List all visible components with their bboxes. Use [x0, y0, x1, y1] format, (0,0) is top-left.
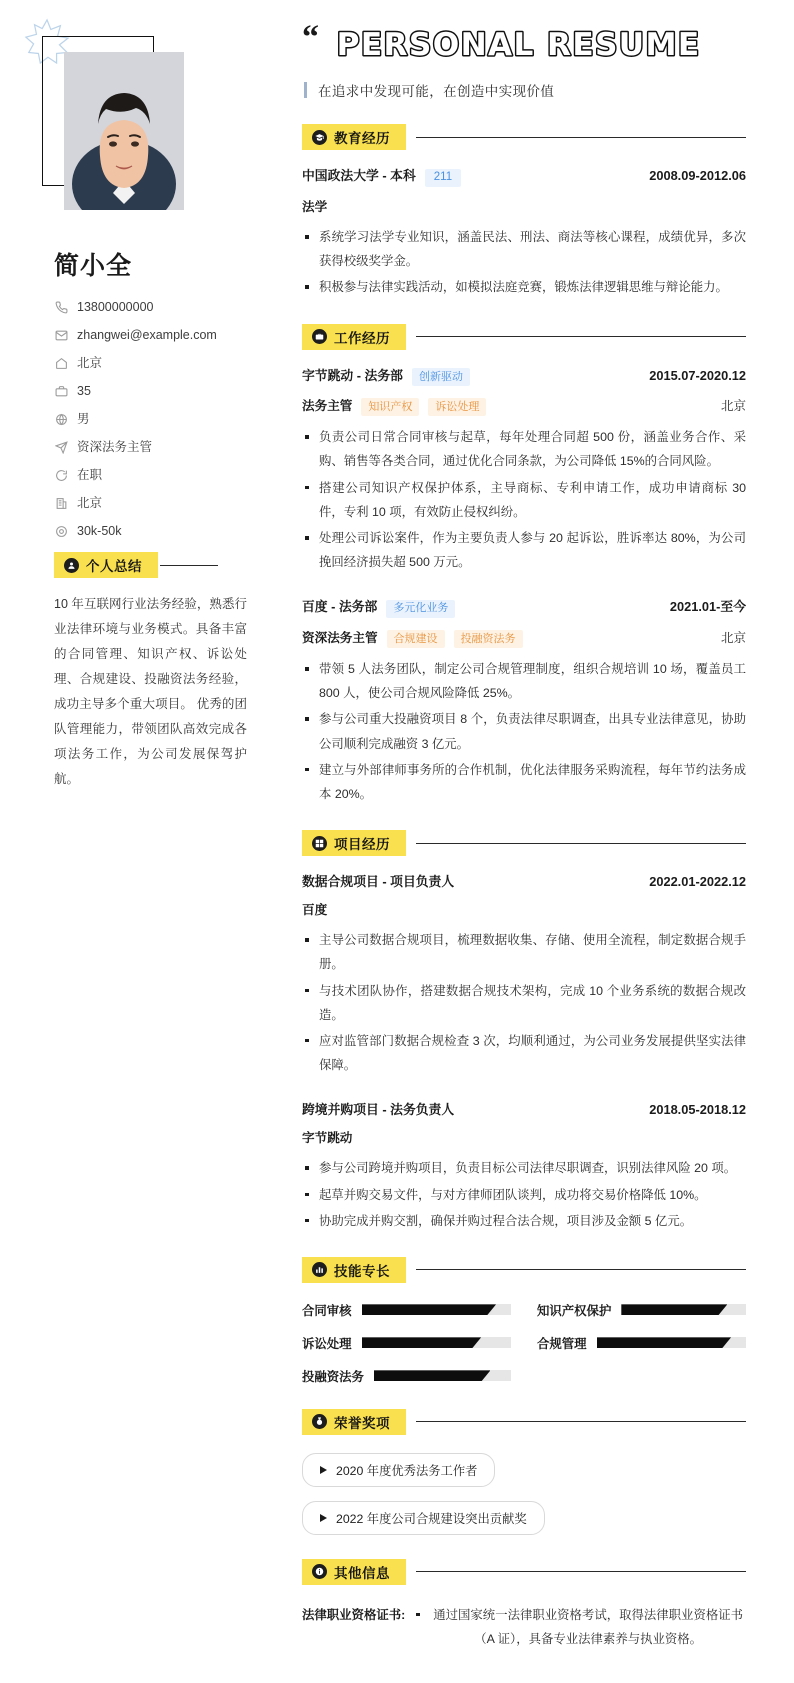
list-item: 通过国家统一法律职业资格考试，取得法律职业资格证书（A 证），具备专业法律素养与执业资格。 [413, 1603, 746, 1651]
skill-track [362, 1304, 511, 1315]
work-bullets [302, 425, 746, 574]
awards-title: 荣誉奖项 [334, 1415, 390, 1431]
work-entry [302, 596, 746, 806]
job-tag: 合规建设 [387, 630, 445, 648]
svg-text:PERSONAL RESUME: PERSONAL RESUME [336, 27, 701, 64]
projects-chip [302, 830, 406, 856]
job-tag: 知识产权 [361, 398, 419, 416]
entry-left [302, 596, 455, 617]
contact-row-gender [54, 412, 258, 427]
entry-header [302, 165, 746, 187]
heading-rule [416, 1571, 746, 1572]
work-location: 北京 [720, 398, 746, 413]
education-title: 教育经历 [334, 131, 390, 146]
heading-rule [416, 1269, 746, 1270]
phone-icon [54, 301, 68, 315]
heading-rule [416, 137, 746, 138]
list-item: 参与公司重大投融资项目 8 个，负责法律尽职调查，出具专业法律意见，协助公司顺利完成融资 3 亿元。 [302, 707, 746, 755]
mail-icon [54, 329, 68, 343]
summary-text: 10 年互联网行业法务经验，熟悉行业法律环境与业务模式。具备丰富的合同管理、知识产权、诉讼处理、合规建设、投融资法务经验，成功主导多个重大项目。 优秀的团队管理能力，带领团队高效完成各项法务工作，为公司发展保驾护航。 [54, 597, 247, 786]
education-chip [302, 124, 406, 150]
skills-heading [302, 1257, 746, 1283]
list-item: 协助完成并购交割，确保并购过程合法合规，项目涉及金额 5 亿元。 [302, 1209, 746, 1233]
list-item: 搭建公司知识产权保护体系，主导商标、专利申请工作，成功申请商标 30 件，专利 10 项，有效防止侵权纠纷。 [302, 476, 746, 524]
skill-track [621, 1304, 746, 1315]
list-item: 系统学习法学专业知识，涵盖民法、刑法、商法等核心课程，成绩优异，多次获得校级奖学金。 [302, 225, 746, 273]
heading-rule [160, 565, 218, 566]
work-heading [302, 324, 746, 350]
contact-value: 13800000000 [77, 300, 154, 314]
personal-summary-section [54, 552, 258, 792]
contact-row-salary [54, 524, 258, 539]
summary-title: 个人总结 [86, 559, 142, 574]
projects-section [302, 830, 746, 1233]
other-info-section [302, 1559, 746, 1653]
awards-chip [302, 1409, 406, 1435]
skill-row [537, 1301, 746, 1319]
awards-section [302, 1409, 746, 1535]
entry-left [302, 165, 461, 187]
entry-header [302, 365, 746, 386]
work-location: 北京 [720, 630, 746, 645]
refresh-icon [54, 469, 68, 483]
other-heading [302, 1559, 746, 1585]
subtitle-accent-bar [304, 82, 307, 98]
projects-heading [302, 830, 746, 856]
other-body [413, 1603, 746, 1653]
education-heading [302, 124, 746, 150]
work-date: 2015.07-2020.12 [649, 367, 746, 383]
entry-subheader [302, 627, 746, 648]
entry-left [302, 871, 454, 890]
skill-row [302, 1301, 511, 1319]
major-name: 法学 [302, 200, 328, 215]
contact-list [54, 300, 258, 539]
play-triangle-icon [320, 1466, 327, 1474]
medal-icon [312, 1414, 327, 1429]
project-bullets [302, 1156, 746, 1233]
other-chip [302, 1559, 406, 1585]
award-chip[interactable] [302, 1453, 495, 1487]
other-bullets [413, 1603, 746, 1651]
list-item: 积极参与法律实践活动，如模拟法庭竞赛，锻炼法律逻辑思维与辩论能力。 [302, 275, 746, 299]
subtitle-text: 在追求中发现可能，在创造中实现价值 [318, 84, 555, 99]
subtitle-row [304, 80, 746, 100]
summary-heading [54, 552, 258, 578]
contact-value: 在职 [77, 468, 103, 482]
skill-track [362, 1337, 511, 1348]
skills-chip [302, 1257, 406, 1283]
skills-title: 技能专长 [334, 1263, 390, 1279]
work-title: 工作经历 [334, 330, 390, 346]
company-tag: 多元化业务 [386, 600, 455, 618]
contact-value: 北京 [77, 356, 103, 370]
title-row [302, 19, 746, 68]
sidebar [0, 0, 290, 792]
list-item: 起草并购交易文件，与对方律师团队谈判，成功将交易价格降低 10%。 [302, 1183, 746, 1207]
chart-icon [312, 1262, 327, 1277]
education-section [302, 124, 746, 300]
job-title: 资深法务主管 [302, 630, 378, 645]
skill-fill [621, 1304, 727, 1315]
home-icon [54, 357, 68, 371]
project-name: 跨境并购项目 - 法务负责人 [302, 1102, 455, 1118]
school-name: 中国政法大学 - 本科 [302, 168, 416, 183]
skill-label: 知识产权保护 [537, 1303, 612, 1318]
target-icon [54, 525, 68, 539]
contact-row-location [54, 356, 258, 371]
entry-header [302, 871, 746, 890]
avatar [64, 52, 184, 210]
company-tag: 创新驱动 [412, 368, 470, 386]
quote-icon: “ [302, 19, 319, 56]
project-entry [302, 1099, 746, 1233]
skill-row [302, 1367, 511, 1385]
cap-icon [312, 130, 327, 145]
skill-fill [597, 1337, 731, 1348]
work-chip [302, 324, 406, 350]
project-name: 数据合规项目 - 项目负责人 [302, 874, 455, 890]
list-item: 主导公司数据合规项目，梳理数据收集、存储、使用全流程，制定数据合规手册。 [302, 928, 746, 976]
contact-value: 男 [77, 412, 90, 426]
list-item: 带领 5 人法务团队，制定公司合规管理制度，组织合规培训 10 场，覆盖员工 800 人，使公司合规风险降低 25%。 [302, 657, 746, 705]
briefcase-icon [312, 329, 327, 344]
award-label: 2022 年度公司合规建设突出贡献奖 [336, 1511, 527, 1526]
contact-value: 资深法务主管 [77, 440, 153, 454]
education-date: 2008.09-2012.06 [649, 168, 746, 183]
education-entry [302, 165, 746, 300]
send-icon [54, 441, 68, 455]
work-section [302, 324, 746, 807]
contact-value: 35 [77, 384, 91, 398]
entry-left [302, 395, 486, 416]
skill-grid [302, 1301, 746, 1385]
company-name: 百度 - 法务部 [302, 599, 378, 615]
awards-heading [302, 1409, 746, 1435]
certificate-label: 法律职业资格证书: [302, 1607, 406, 1622]
summary-chip [54, 552, 158, 578]
skill-label: 诉讼处理 [302, 1336, 352, 1351]
skill-label: 合同审核 [302, 1303, 352, 1318]
grid-icon [312, 836, 327, 851]
entry-left [302, 365, 470, 386]
list-item: 负责公司日常合同审核与起草，每年处理合同超 500 份，涵盖业务合作、采购、销售等各类合同，通过优化合同条款，为公司降低 15%的合同风险。 [302, 425, 746, 473]
globe-icon [54, 413, 68, 427]
list-item: 处理公司诉讼案件，作为主要负责人参与 20 起诉讼，胜诉率达 80%，为公司挽回经济损失超 500 万元。 [302, 526, 746, 574]
project-date: 2022.01-2022.12 [649, 874, 746, 890]
projects-title: 项目经历 [334, 837, 390, 853]
contact-row-status [54, 468, 258, 483]
project-entry [302, 871, 746, 1077]
project-bullets [302, 928, 746, 1077]
photo-block [54, 46, 182, 210]
job-tag: 投融资法务 [454, 630, 523, 648]
contact-row-phone [54, 300, 258, 315]
skill-track [374, 1370, 511, 1381]
person-name: 简小全 [54, 252, 133, 280]
work-date: 2021.01-至今 [669, 599, 746, 615]
skills-section [302, 1257, 746, 1385]
award-chip[interactable] [302, 1501, 545, 1535]
skill-row [302, 1334, 511, 1352]
list-item: 与技术团队协作，搭建数据合规技术架构，完成 10 个业务系统的数据合规改造。 [302, 979, 746, 1027]
skill-label: 投融资法务 [302, 1369, 364, 1384]
work-entry [302, 365, 746, 575]
entry-subheader [302, 395, 746, 416]
main-content [290, 0, 794, 1683]
page-title [333, 22, 746, 66]
entry-subline [302, 899, 746, 919]
heading-rule [416, 336, 746, 337]
award-label: 2020 年度优秀法务工作者 [336, 1463, 478, 1478]
heading-rule [416, 843, 746, 844]
contact-value: zhangwei@example.com [77, 328, 217, 342]
contact-row-position [54, 440, 258, 455]
entry-header [302, 596, 746, 617]
job-tag: 诉讼处理 [428, 398, 486, 416]
heading-rule [416, 1421, 746, 1422]
contact-row-city [54, 496, 258, 511]
skill-fill [374, 1370, 490, 1381]
user-icon [64, 558, 79, 573]
project-company: 百度 [302, 903, 328, 918]
skill-row [537, 1334, 746, 1352]
contact-row-age [54, 384, 258, 399]
list-item: 建立与外部律师事务所的合作机制，优化法律服务采购流程，每年节约法务成本 20%。 [302, 758, 746, 806]
skill-label: 合规管理 [537, 1336, 587, 1351]
entry-header [302, 1099, 746, 1118]
other-row [302, 1603, 746, 1653]
company-name: 字节跳动 - 法务部 [302, 367, 403, 383]
entry-left [302, 1099, 454, 1118]
other-title: 其他信息 [334, 1565, 390, 1581]
education-bullets [302, 225, 746, 300]
entry-subline [302, 196, 746, 216]
list-item: 应对监管部门数据合规检查 3 次，均顺利通过，为公司业务发展提供坚实法律保障。 [302, 1029, 746, 1077]
entry-left [302, 627, 523, 648]
contact-value: 30k-50k [77, 524, 122, 538]
list-item: 参与公司跨境并购项目，负责目标公司法律尽职调查，识别法律风险 20 项。 [302, 1156, 746, 1180]
play-triangle-icon [320, 1514, 327, 1522]
building-icon [54, 497, 68, 511]
work-bullets [302, 657, 746, 806]
project-date: 2018.05-2018.12 [649, 1102, 746, 1118]
project-company: 字节跳动 [302, 1131, 353, 1146]
skill-track [597, 1337, 746, 1348]
briefcase-icon [54, 385, 68, 399]
entry-subline [302, 1127, 746, 1147]
contact-row-email [54, 328, 258, 343]
skill-fill [362, 1337, 482, 1348]
info-icon [312, 1564, 327, 1579]
award-row [302, 1453, 746, 1535]
school-badge: 211 [425, 169, 461, 188]
contact-value: 北京 [77, 496, 103, 510]
job-title: 法务主管 [302, 398, 353, 413]
skill-fill [362, 1304, 496, 1315]
